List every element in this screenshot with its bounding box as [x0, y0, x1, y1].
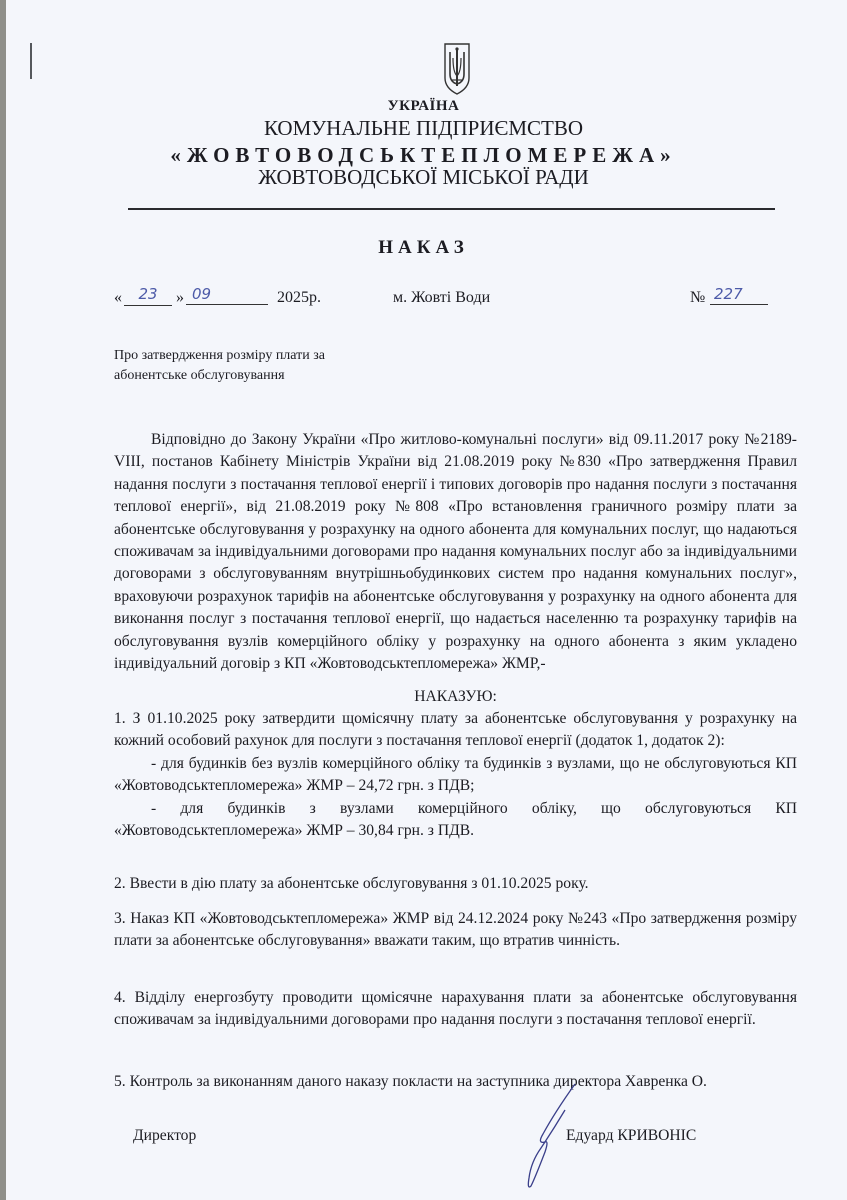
subject: [114, 346, 374, 386]
signatory-name: Едуард КРИВОНІС: [566, 1127, 697, 1144]
number-label: №: [690, 289, 706, 306]
organization-parent: ЖОВТОВОДСЬКОЇ МІСЬКОЇ РАДИ: [258, 165, 589, 189]
document-number: 227: [710, 285, 768, 305]
margin-mark: [30, 43, 32, 79]
order-item-4: 4. Відділу енергозбуту проводити щомісячне нарахування плати за абонентське обслуговування споживачам за індивідуальними договорами про надання послуги з постачання теплової енергії.: [114, 989, 797, 1029]
date-close-quote: »: [176, 289, 184, 306]
coat-of-arms-icon: [442, 42, 472, 96]
preamble-paragraph: Відповідно до Закону України «Про житлово-комунальні послуги» від 09.11.2017 року №2189-VIII, постанов Кабінету Міністрів України від 21.08.2019 року №830 «Про затвердження Правил надання послуги з постачання теплової енергії і типових договорів про надання послуги з постачання теплової енергії», від 21.08.2019 року №808 «Про встановлення граничного розміру плати за абонентське обслуговування у розрахунку на одного абонента для комунальних послуг, що надаються споживачам за індивідуальними договорами про надання комунальних послуг або за індивідуальними договорами з обслуговуванням внутрішньобудинкових систем про надання комунальних послуг», враховуючи розрахунок тарифів на абонентське обслуговування у розрахунку на одного абонента для виконання послуг з постачання теплової енергії, що надається населенню та розрахунку тарифів на обслуговування вузлів комерційного обліку у розрахунку на одного абонента з яким укладено індивідуальний договір з КП «Жовтоводськтепломережа» ЖМР,-: [114, 431, 797, 673]
organization-name: «ЖОВТОВОДСЬКТЕПЛОМЕРЕЖА»: [170, 143, 677, 167]
header-divider: [128, 208, 775, 210]
date-day: 23: [124, 285, 172, 306]
subject-line: Про затвердження розміру плати за: [114, 348, 325, 363]
order-item-5: 5. Контроль за виконанням даного наказу покласти на заступника директора Хавренка О.: [114, 1073, 707, 1090]
order-item-3: 3. Наказ КП «Жовтоводськтепломережа» ЖМР від 24.12.2024 року №243 «Про затвердження розміру плати за абонентське обслуговування» вважати таким, що втратив чинність.: [114, 910, 797, 950]
signatory-role: Директор: [133, 1127, 197, 1144]
order-item-1-sub-1: - для будинків без вузлів комерційного обліку та будинків з вузлами, що не обслуговуються КП «Жовтоводськтепломережа» ЖМР – 24,72 грн. з ПДВ;: [114, 754, 797, 795]
order-item-1-sub-2: - для будинків з вузлами комерційного обліку, що обслуговуються КП «Жовтоводськтепломережа» ЖМР – 30,84 грн. з ПДВ.: [114, 799, 797, 840]
city: м. Жовті Води: [393, 289, 491, 306]
order-item-1: [114, 708, 797, 842]
subject-line: абонентське обслуговування: [114, 368, 285, 383]
document-title: НАКАЗ: [378, 237, 469, 258]
organization-type: КОМУНАЛЬНЕ ПІДПРИЄМСТВО: [263, 116, 584, 140]
order-item-2: 2. Ввести в дію плату за абонентське обслуговування з 01.10.2025 року.: [114, 875, 589, 892]
date-month: 09: [186, 285, 268, 305]
country-name: УКРАЇНА: [387, 98, 460, 114]
ordering-heading: НАКАЗУЮ:: [414, 688, 497, 705]
date-year: 2025р.: [277, 289, 321, 306]
order-item-1-text: 1. З 01.10.2025 року затвердити щомісячну плату за абонентське обслуговування у розрахунку на кожний особовий рахунок для послуги з постачання теплової енергії (додаток 1, додаток 2):: [114, 710, 797, 750]
date-open-quote: «: [114, 289, 122, 306]
